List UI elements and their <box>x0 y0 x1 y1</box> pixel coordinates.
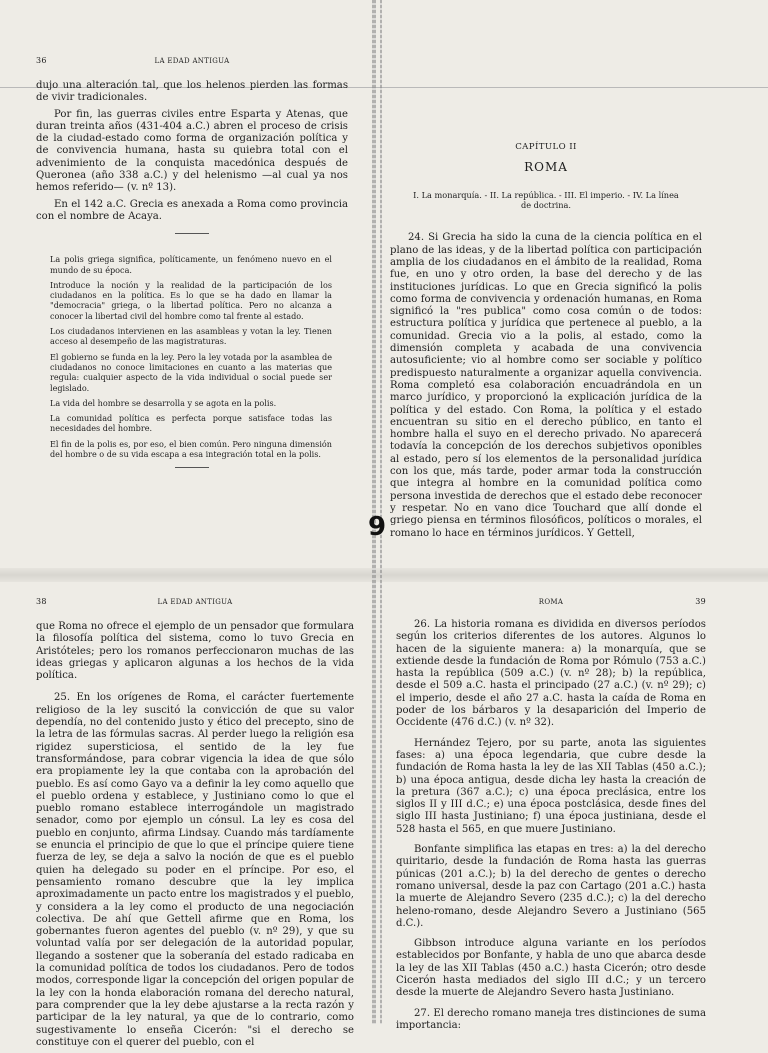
paragraph: Hernández Tejero, por su parte, anota las siguientes fases: a) una época legendaria, que cubre desde la fundación de Roma hasta la ley de las XII Tablas (450 a.C.); b) una época antigua, desde dicha ley hasta la creación de la pretura (367 a.C.); c) una época preclásica, entre los siglos II y III d.C.; e) una época postclásica, desde fines del siglo III hasta Justiniano; f) una época justiniana, desde el 528 hasta el 565, en que muere Justiniano. <box>396 737 706 835</box>
running-head: ROMA <box>538 598 564 606</box>
summary-item: Introduce la noción y la realidad de la participación de los ciudadanos en la política. Es lo que se ha dado en llamar la "democracia" griega, o la libertad política. Pero no alcanza a conocer la libertad civil del hombre como tal frente al estado. <box>50 279 332 321</box>
page-split-shadow <box>0 568 768 582</box>
paragraph: 27. El derecho romano maneja tres distinciones de suma importancia: <box>396 1007 706 1031</box>
page-37 <box>390 142 702 542</box>
page-header <box>36 597 354 611</box>
paragraph: Por fin, las guerras civiles entre Esparta y Atenas, que duran treinta años (431-404 a.C.) abren el proceso de crisis de la ciudad-estado como forma de organización política y de convivencia humana, hasta su quiebra total con el advenimiento de la conquista macedónica después de Queronea (año 338 a.C.) y del helenismo —al cual ya nos hemos referido— (v. nº 13). <box>36 108 348 194</box>
paragraph: 26. La historia romana es dividida en diversos períodos según los criterios diferentes de los autores. Algunos lo hacen de la siguiente manera: a) la monarquía, que se extiende desde la fundación de Roma por Rómulo (753 a.C.) hasta la república (509 a.C.) (v. nº 28); b) la república, desde el 509 a.C. hasta el principado (27 a.C.) (v. nº 29); c) el imperio, desde el año 27 a.C. hasta la caída de Roma en poder de los bárbaros y la desaparición del Imperio de Occidente (476 d.C.) (v. nº 32). <box>396 619 706 729</box>
chapter-title: ROMA <box>524 160 568 174</box>
summary-item: Los ciudadanos intervienen en las asambleas y votan la ley. Tienen acceso al desempeño de las magistraturas. <box>50 326 332 347</box>
paragraph: que Roma no ofrece el ejemplo de un pensador que formulara la filosofía política del sistema, como lo tuvo Grecia en Aristóteles; pero los romanos perfeccionaron muchas de las ideas griegas y aplicaron algunas a los hechos de la vida política. <box>36 621 354 682</box>
summary-item: La comunidad política es perfecta porque satisface todas las necesidades del hombre. <box>50 413 332 434</box>
page-number: 38 <box>36 597 47 606</box>
chapter-contents: I. La monarquía. - II. La república. - III. El imperio. - IV. La línea de doctrina. <box>413 190 679 211</box>
summary-item: La polis griega significa, políticamente, un fenómeno nuevo en el mundo de su época. <box>50 254 332 275</box>
section-rule <box>175 233 209 234</box>
section-rule <box>175 467 209 468</box>
chapter-label: CAPÍTULO II <box>515 142 577 152</box>
running-head: LA EDAD ANTIGUA <box>157 598 233 606</box>
summary-item: El fin de la polis es, por eso, el bien común. Pero ninguna dimensión del hombre o de su vida escapa a esa integración total en la polis. <box>50 438 332 460</box>
running-head: LA EDAD ANTIGUA <box>154 57 230 65</box>
paragraph: Gibbson introduce alguna variante en los períodos establecidos por Bonfante, y habla de uno que abarca desde la ley de las XII Tablas (450 a.C.) hasta Cicerón; otro desde Cicerón hasta mediados del siglo III d.C.; y un tercero desde la muerte de Alejandro Severo hasta Justiniano. <box>396 938 706 999</box>
paragraph: En el 142 a.C. Grecia es anexada a Roma como provincia con el nombre de Acaya. <box>36 198 348 222</box>
summary-item: La vida del hombre se desarrolla y se agota en la polis. <box>50 397 277 408</box>
paragraph: 25. En los orígenes de Roma, el carácter fuertemente religioso de la ley suscitó la convicción de que su valor dependía, no del contenido justo y ético del precepto, sino de la letra de las fórmulas sacras. Al perder luego la religión esa rigidez supersticiosa, el sentido de la ley fue transformándose, para cobrar vigencia la idea de que sólo era propiamente ley la que contaba con la aprobación del pueblo. Es así como Gayo va a definir la ley como aquello que el pueblo ordena y establece, y Justiniano como lo que el pueblo romano establece interrogándole un magistrado senador, como por ejemplo un cónsul. La ley es cosa del pueblo en conjunto, afirma Lindsay. Cuando más tardíamente se enuncia el principio de que lo que el príncipe quiere tiene fuerza de ley, se deja a salvo la noción de que es el pueblo quien ha delegado su poder en el príncipe. Por eso, el pensamiento romano descubre que la ley implica aproximadamente un pacto entre los magistrados y el pueblo, y considera a la ley como el producto de una negociación colectiva. De ahí que Gettell afirme que en Roma, los gobernantes fueron agentes del pueblo (v. nº 29), y que su voluntad valía por ser delegación de la autoridad popular, llegando a sostener que la soberanía del estado radicaba en la comunidad política de todos los ciudadanos. Pero de todos modos, corresponde ligar la concepción del origen popular de la ley con la honda elaboración romana del derecho natural, para comprender que la ley debe ajustarse a la recta razón y participar de la ley natural, ya que de lo contrario, como sugestivamente lo enseña Cicerón: "si el derecho se constituye con el querer del pueblo, con el <box>36 692 354 1048</box>
paragraph: dujo una alteración tal, que los helenos pierden las formas de vivir tradicionales. <box>36 80 348 104</box>
summary-box <box>50 254 332 459</box>
paragraph: Bonfante simplifica las etapas en tres: a) la del derecho quiritario, desde la fundación de Roma hasta las guerras púnicas (201 a.C.); b) la del derecho de gentes o derecho romano universal, desde la paz con Cartago (201 a.C.) hasta la muerte de Alejandro Severo (235 d.C.); c) la del derecho heleno-romano, desde Alejandro Severo a Justiniano (565 d.C.). <box>396 844 706 929</box>
paragraph: 24. Si Grecia ha sido la cuna de la ciencia política en el plano de las ideas, y de la libertad política con participación amplia de los ciudadanos en el ámbito de la realidad, Roma fue, en uno y otro orden, la base del derecho y de las instituciones jurídicas. Lo que en Grecia significó la polis como forma de convivencia y ordenación humanas, en Roma significó la "res publica" como cosa común o de todos: estructura política y jurídica que pertenece al pueblo, a la comunidad. Grecia vio a la polis, al estado, como la dimensión completa y acabada de una convivencia autosuficiente; vio al hombre como ser sociable y político predispuesto naturalmente a organizar aquella convivencia. Roma completó esa colaboración encuadrándola en un marco jurídico, y proporcionó la explicación jurídica de la política y del estado. Con Roma, la política y el estado encuentran su sitio en el derecho público, en tanto el hombre halla el suyo en el derecho privado. No aparecerá todavía la concepción de los derechos subjetivos oponibles al estado, pero sí los elementos de la personalidad jurídica con los que, más tarde, poder armar toda la construcción que integra al hombre en la comunidad política como persona investida de derechos que el estado debe reconocer y respetar. No en vano dice Touchard que allí donde el griego piensa en términos filosóficos, políticos o morales, el romano lo hace en términos jurídicos. Y Gettell, <box>390 232 702 539</box>
summary-item: El gobierno se funda en la ley. Pero la ley votada por la asamblea de ciudadanos no conoce limitaciones en cuanto a las materias que regula: cualquier aspecto de la vida individual o social puede ser legislado. <box>50 351 332 393</box>
page-number: 36 <box>36 56 47 65</box>
page-number: 39 <box>695 597 706 606</box>
page-38 <box>36 597 354 1048</box>
page-header <box>396 597 706 611</box>
handwritten-mark: 9 <box>368 512 387 542</box>
page-header <box>36 56 348 70</box>
page-36 <box>36 56 348 526</box>
page-39 <box>396 597 706 1031</box>
